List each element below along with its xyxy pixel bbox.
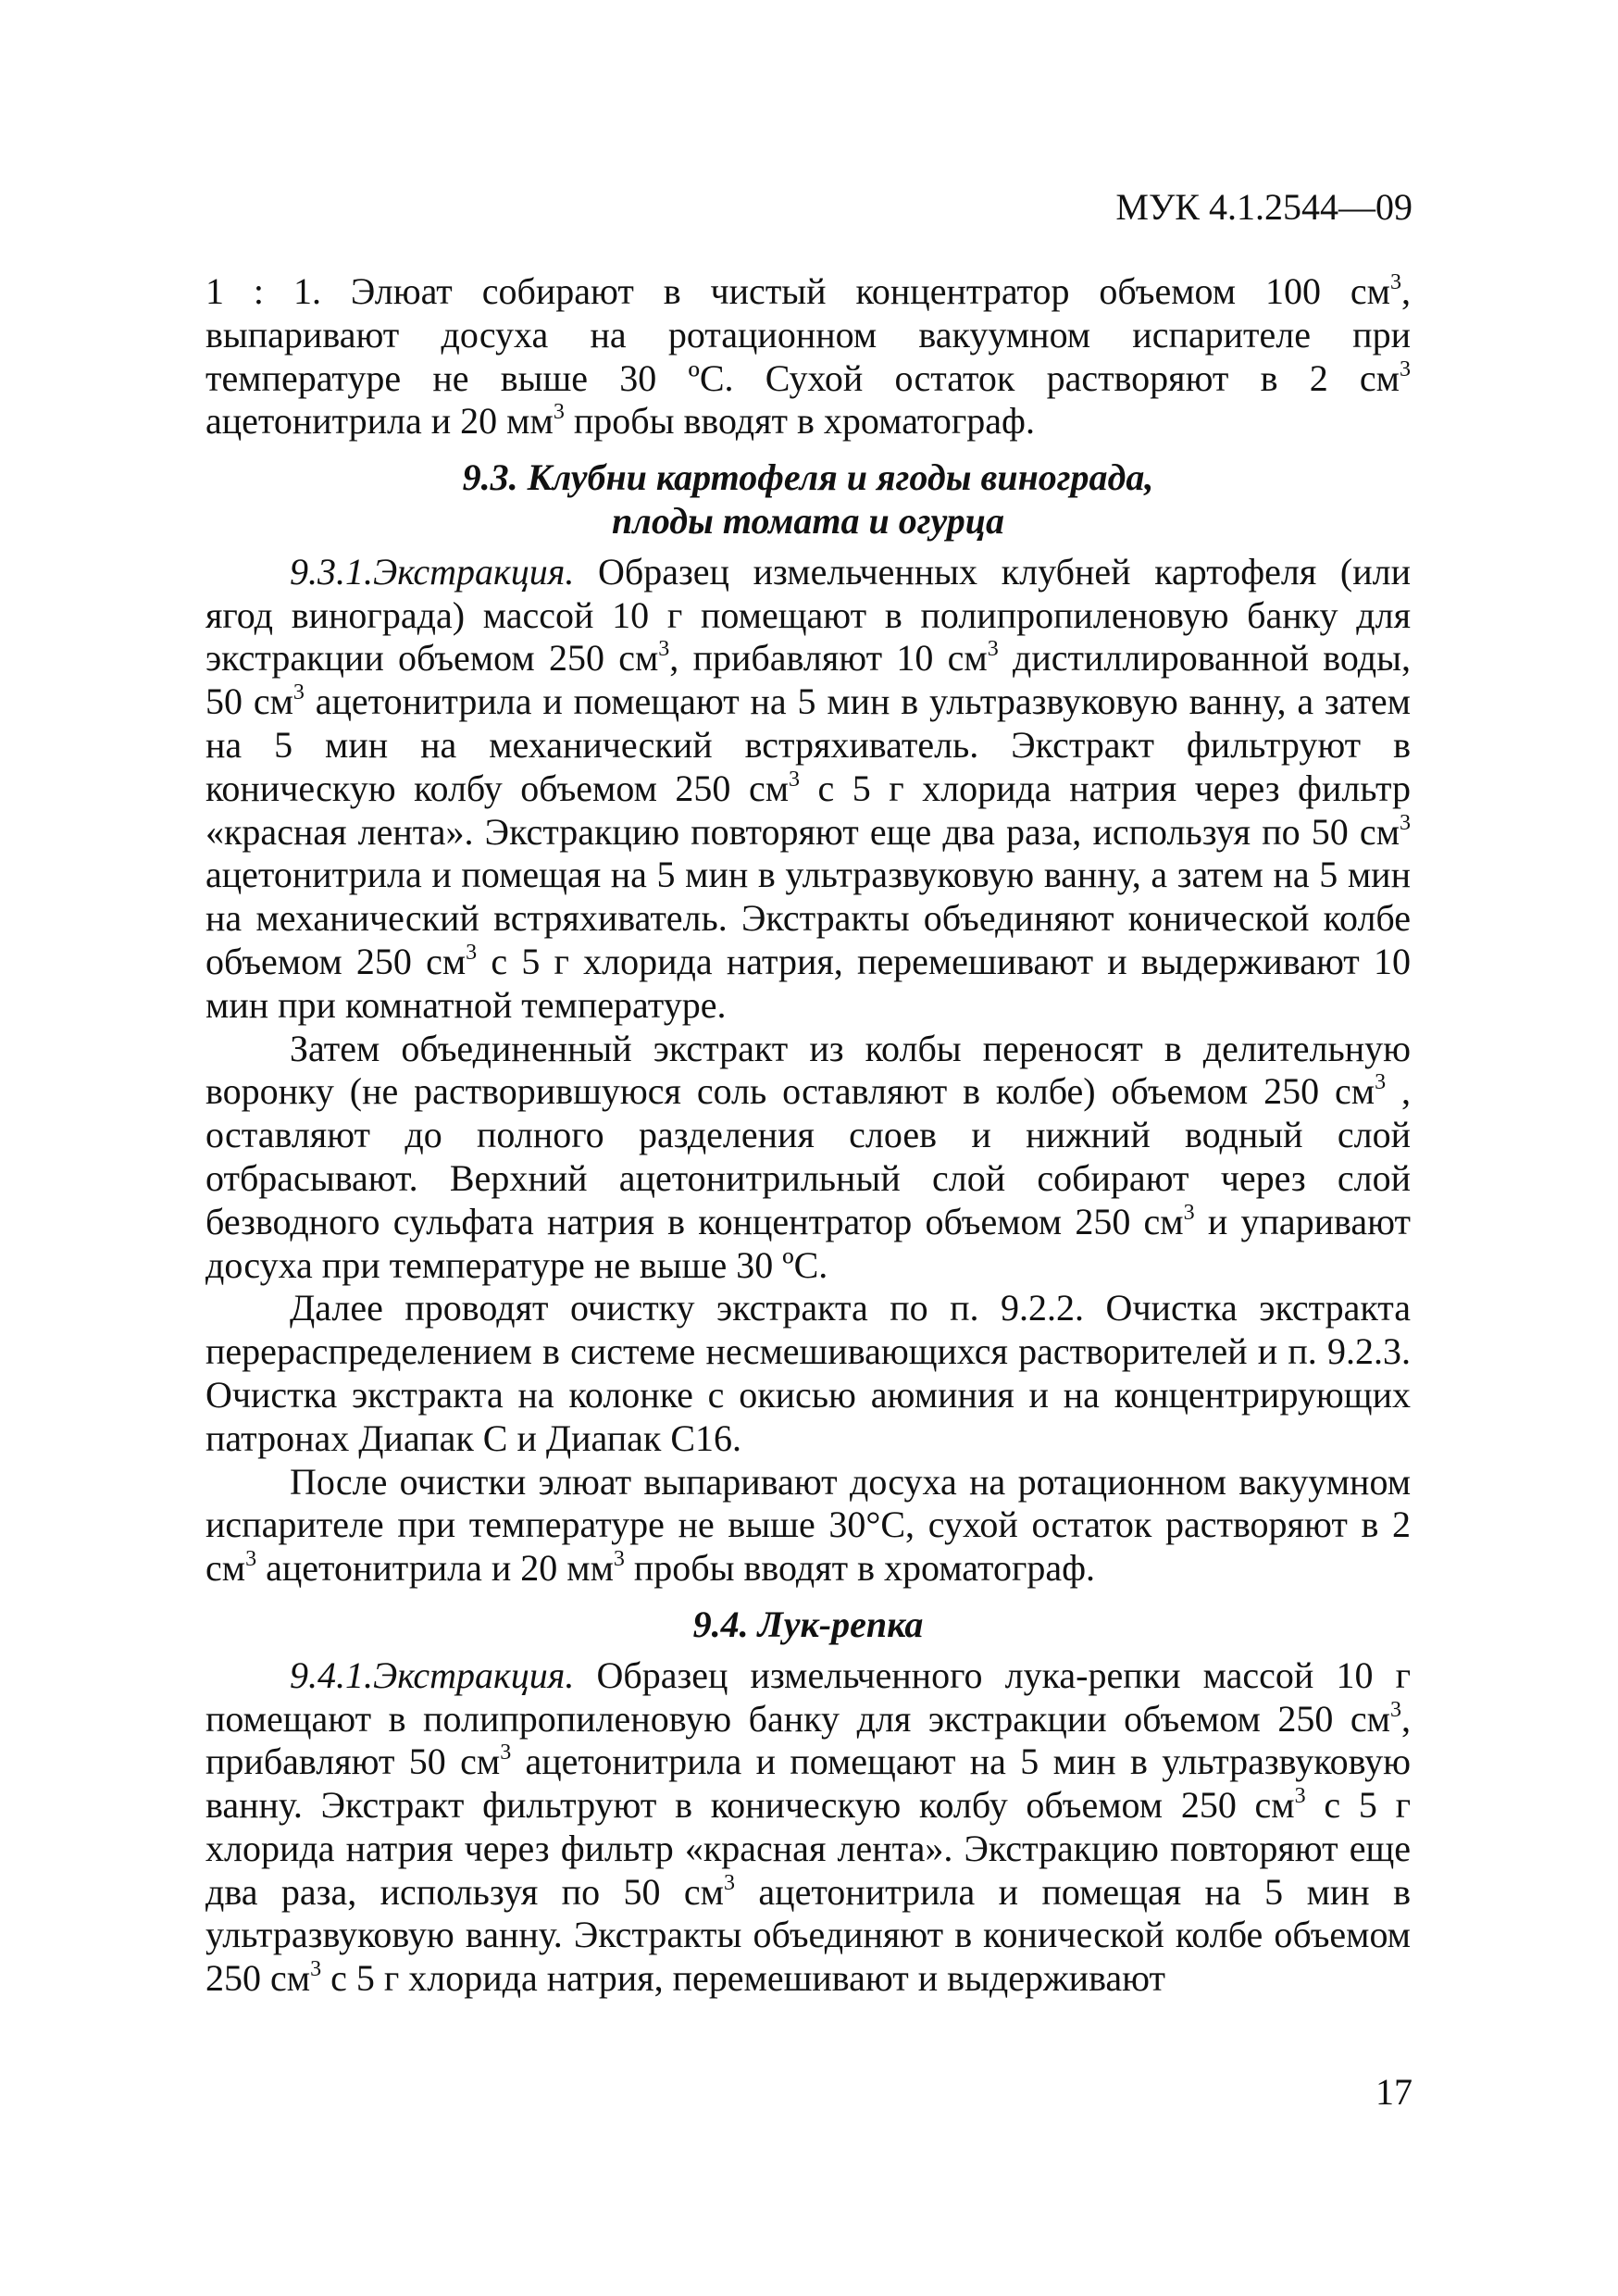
heading-line: 9.3. Клубни картофеля и ягоды винограда, <box>462 456 1154 499</box>
superscript: 3 <box>310 1957 322 1982</box>
paragraph-evaporation <box>205 1461 1411 1591</box>
text-span: с 5 г хлорида натрия, перемешивают и выдерживают <box>321 1957 1166 2000</box>
text-span: пробы вводят в хроматограф. <box>564 400 1035 443</box>
superscript: 3 <box>1294 1784 1306 1809</box>
superscript: 3 <box>658 637 670 662</box>
superscript: 3 <box>292 680 305 705</box>
superscript: 3 <box>789 767 801 792</box>
text-span: ацетонитрила и 20 мм <box>205 400 554 443</box>
superscript: 3 <box>613 1547 625 1572</box>
text-span: с 5 г хлорида натрия через фильтр «красная лента». Экстракцию повторяют еще два раза, используя по 50 см <box>205 1784 1411 1913</box>
superscript: 3 <box>245 1547 257 1572</box>
text-span: После очистки элюат выпаривают досуха на ротационном вакуумном испарителе при температуре не выше 30°С, сухой остаток растворяют в 2 см <box>205 1460 1411 1590</box>
text-span: , выпаривают досуха на ротационном вакуумном испарителе при температуре не выше 30 ºС. Сухой остаток растворяют в 2 см <box>205 270 1411 399</box>
section-heading-9-3 <box>205 456 1411 543</box>
superscript: 3 <box>553 400 565 425</box>
superscript: 3 <box>724 1870 735 1895</box>
text-span: Затем объединенный экстракт из колбы переносят в делительную воронку (не растворившуюся соль оставляют в колбе) объемом 250 см <box>205 1027 1411 1113</box>
section-heading-9-4 <box>205 1603 1411 1647</box>
text-span: ацетонитрила и помещая на 5 мин в ультразвуковую ванну. Экстракты объединяют в конической колбе объемом 250 см <box>205 1870 1412 2000</box>
runin-heading: 9.4.1.Экстракция. <box>290 1653 575 1696</box>
text-span: с 5 г хлорида натрия через фильтр «красная лента». Экстракцию повторяют еще два раза, используя по 50 см <box>205 767 1411 853</box>
text-span: ацетонитрила и 20 мм <box>256 1547 614 1590</box>
paragraph-9-4-1 <box>205 1654 1411 2001</box>
text-span: Образец измельченного лука-репки массой 10 г помещают в полипропиленовую банку для экстракции объемом 250 см <box>205 1653 1411 1740</box>
superscript: 3 <box>1390 1697 1401 1722</box>
text-span: и упаривают досуха при температуре не выше 30 ºС. <box>205 1200 1411 1286</box>
superscript: 3 <box>1400 810 1411 835</box>
text-span: , прибавляют 50 см <box>205 1697 1411 1783</box>
text-span: ацетонитрила и помещают на 5 мин в ультразвуковую ванну. Экстракт фильтруют в коническую колбу объемом 250 см <box>205 1741 1411 1827</box>
text-span: с 5 г хлорида натрия, перемешивают и выдерживают 10 мин при комнатной температуре. <box>205 940 1411 1026</box>
text-span: пробы вводят в хроматограф. <box>624 1547 1096 1590</box>
text-span: ацетонитрила и помещая на 5 мин в ультразвуковую ванну, а затем на 5 мин на механический встряхиватель. Экстракты объединяют конической колбе объемом 250 см <box>205 854 1411 982</box>
superscript: 3 <box>466 940 478 965</box>
paragraph-cleanup <box>205 1287 1411 1460</box>
heading-line: 9.4. Лук-репка <box>692 1603 924 1645</box>
text-span: ацетонитрила и помещают на 5 мин в ультразвуковую ванну, а затем на 5 мин на механический встряхиватель. Экстракт фильтруют в коническую колбу объемом 250 см <box>205 680 1411 809</box>
runin-heading: 9.3.1.Экстракция. <box>290 550 575 593</box>
page-number: 17 <box>1375 2071 1413 2113</box>
superscript: 3 <box>1390 270 1401 294</box>
text-span: Далее проводят очистку экстракта по п. 9.2.2. Очистка экстракта перераспределением в системе несмешивающихся растворителей и п. 9.2.3. Очистка экстракта на колонке с окисью аюминия и на концентрирующих патронах Диапак С и Диапак С16. <box>205 1287 1411 1459</box>
heading-line: плоды томата и огурца <box>612 499 1004 542</box>
paragraph-9-3-1 <box>205 551 1411 1028</box>
superscript: 3 <box>500 1741 512 1766</box>
superscript: 3 <box>1400 356 1411 381</box>
paragraph-separation <box>205 1028 1411 1288</box>
page-body <box>205 270 1411 2001</box>
text-span: дистиллированной воды, 50 см <box>205 637 1411 723</box>
text-span: , оставляют до полного разделения слоев и нижний водный слой отбрасывают. Верхний ацетонитрильный слой собирают через слой безводного сульфата натрия в концентратор объемом 250 см <box>205 1070 1412 1242</box>
text-span: 1 : 1. Элюат собирают в чистый концентратор объемом 100 см <box>205 270 1390 312</box>
paragraph-continuation <box>205 270 1411 443</box>
text-span: Образец измельченных клубней картофеля (или ягод винограда) массой 10 г помещают в полипропиленовую банку для экстракции объемом 250 см <box>205 550 1411 680</box>
text-span: , прибавляют 10 см <box>669 637 988 680</box>
document-code: МУК 4.1.2544—09 <box>1115 186 1413 228</box>
superscript: 3 <box>1183 1200 1195 1225</box>
superscript: 3 <box>1375 1070 1387 1095</box>
superscript: 3 <box>987 637 999 662</box>
